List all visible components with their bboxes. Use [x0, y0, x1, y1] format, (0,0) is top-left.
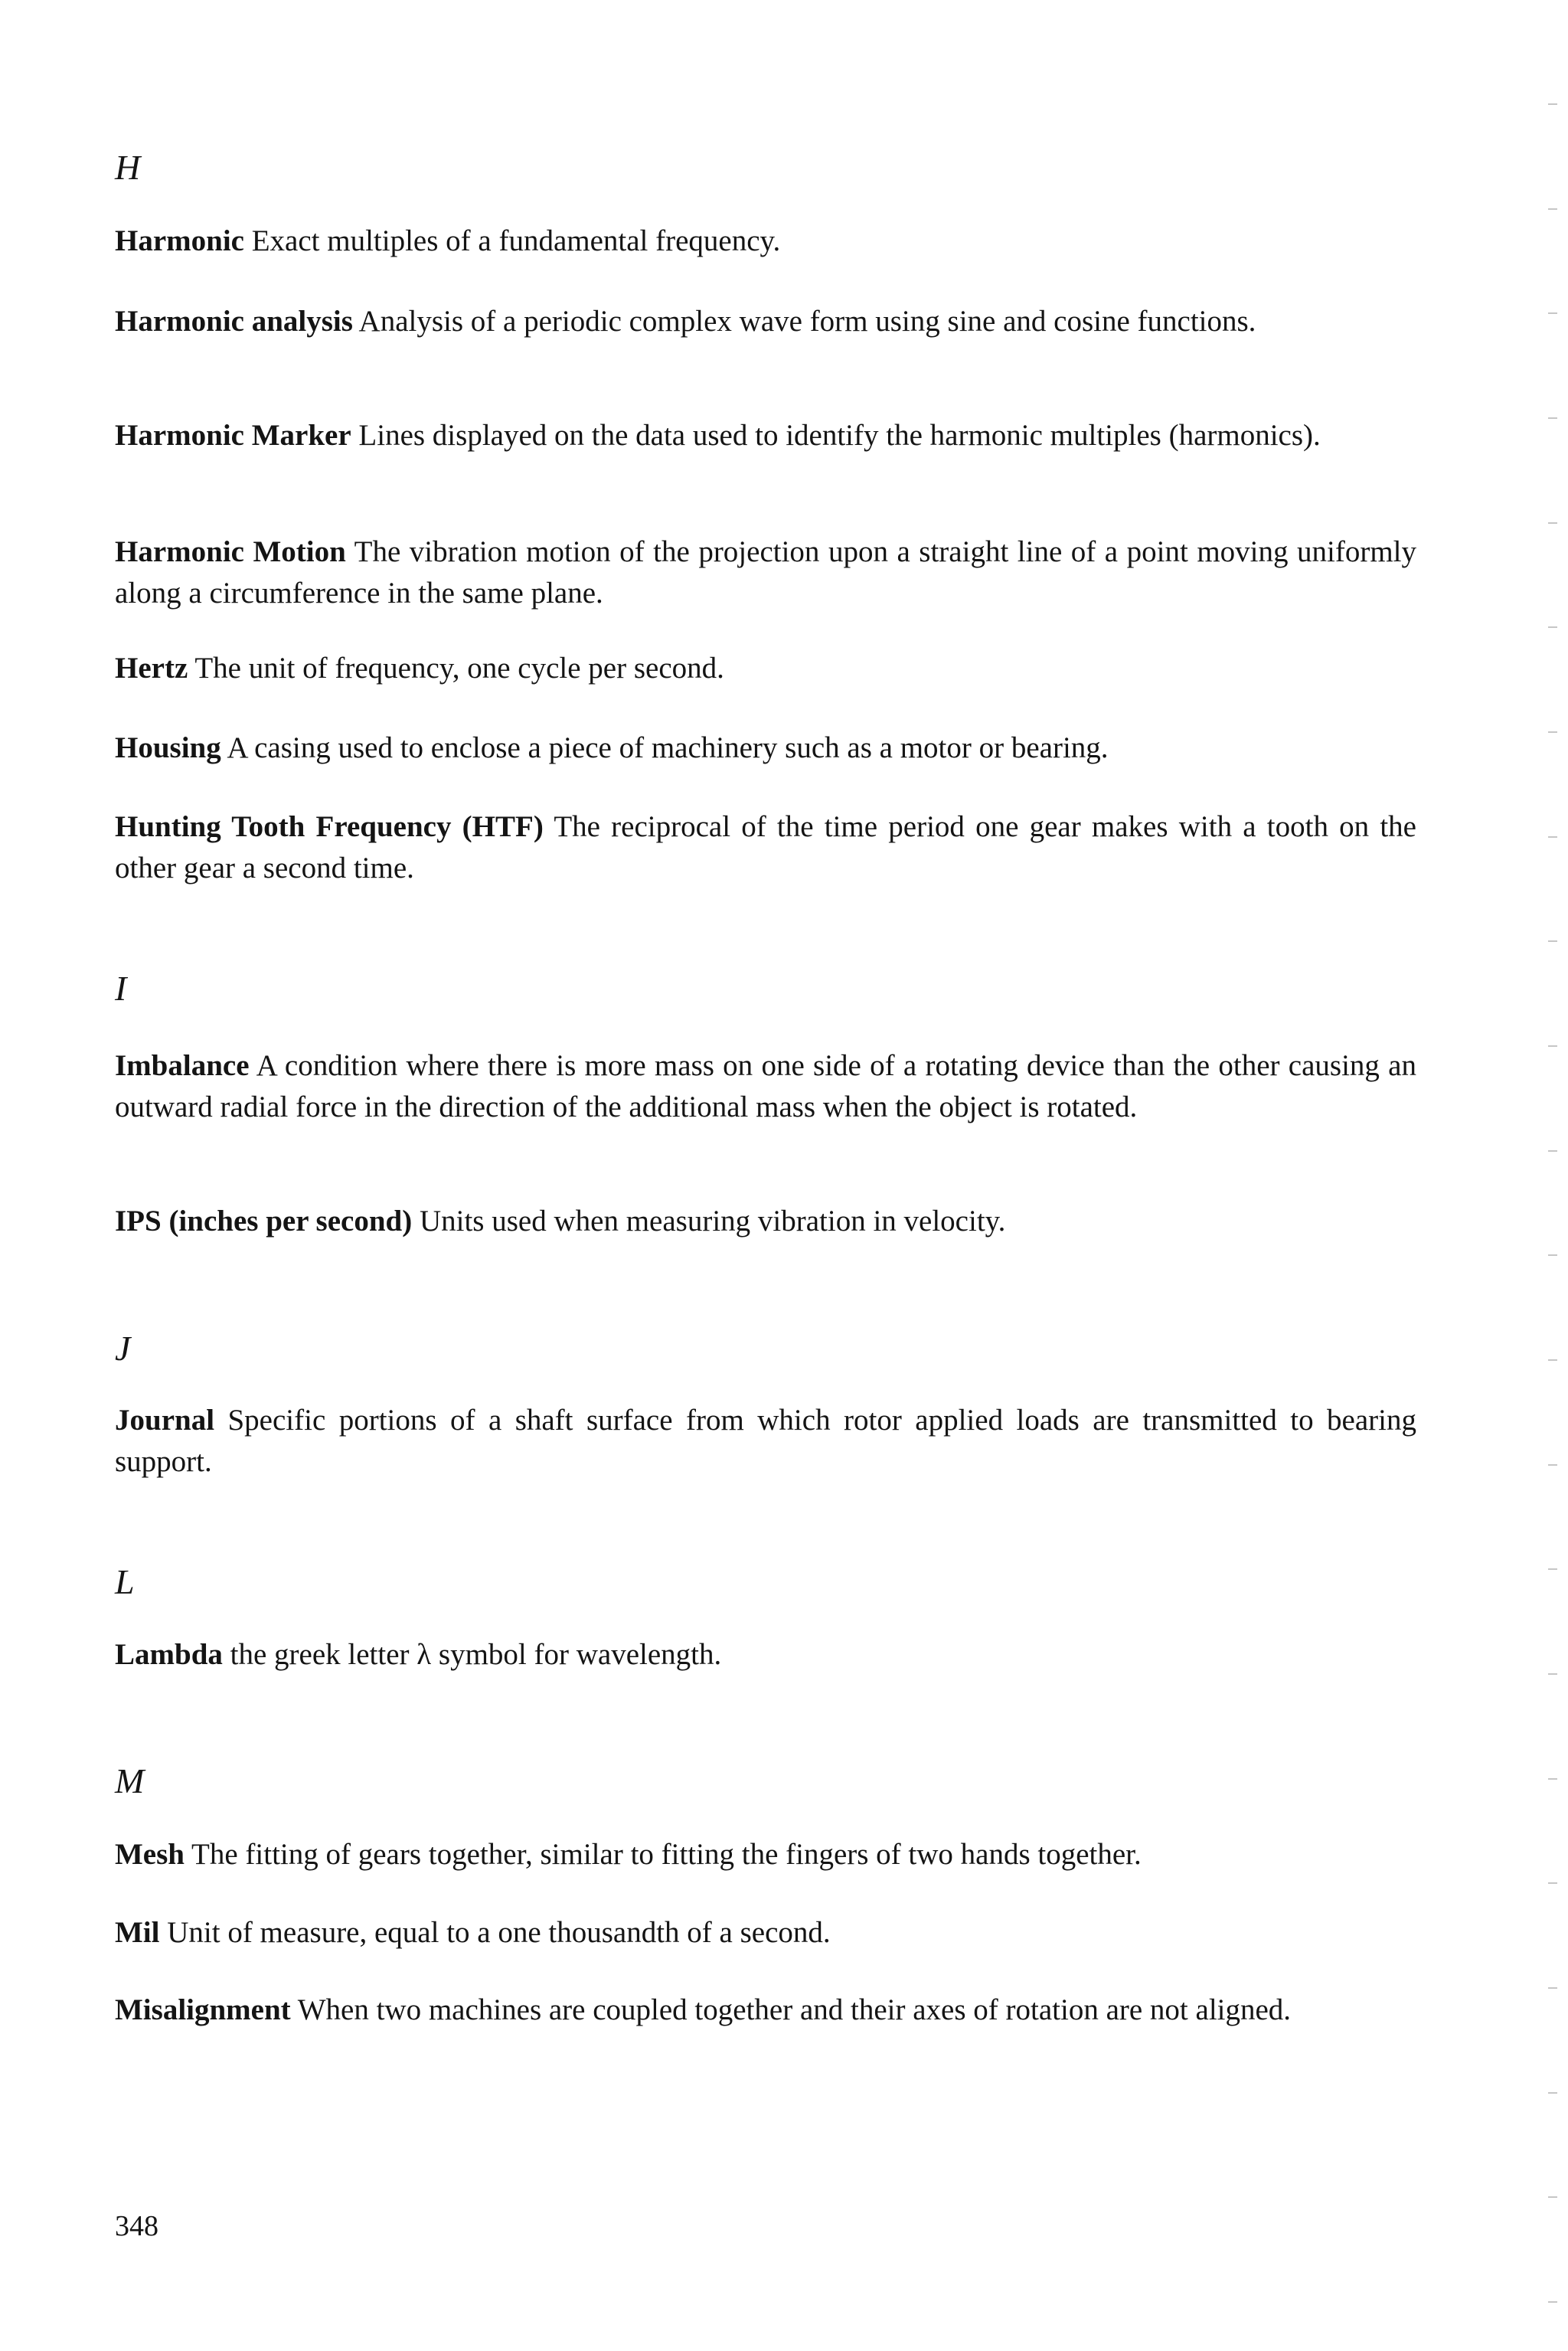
- entry-definition: Unit of measure, equal to a one thousandth of a second.: [167, 1916, 831, 1949]
- entry-term: Hertz: [115, 652, 188, 685]
- page-number: 348: [115, 2210, 158, 2242]
- section-letter-j: J: [115, 1329, 131, 1368]
- glossary-entry-misalignment: [115, 1990, 1416, 2031]
- glossary-entry-harmonic: [115, 221, 1416, 262]
- glossary-entry-housing: [115, 728, 1416, 769]
- entry-definition: A condition where there is more mass on one side of a rotating device than the other causing an outward radial force in the direction of the additional mass when the object is rotated.: [115, 1049, 1416, 1123]
- section-letter-l: L: [115, 1562, 135, 1601]
- glossary-entry-harmonic-motion: [115, 531, 1416, 614]
- scan-tick: [1548, 940, 1557, 942]
- scan-tick: [1548, 1882, 1557, 1884]
- entry-term: Mil: [115, 1916, 160, 1949]
- glossary-entry-mil: [115, 1912, 1416, 1954]
- scan-tick: [1548, 1359, 1557, 1361]
- entry-definition: Lines displayed on the data used to identify the harmonic multiples (harmonics).: [358, 419, 1321, 452]
- glossary-entry-journal: [115, 1400, 1416, 1483]
- entry-definition: Exact multiples of a fundamental frequency.: [251, 224, 781, 257]
- glossary-entry-harmonic-marker: [115, 415, 1416, 456]
- scan-tick: [1548, 731, 1557, 733]
- section-letter-i: I: [115, 969, 127, 1008]
- scan-tick: [1548, 2301, 1557, 2303]
- scan-tick: [1548, 1150, 1557, 1152]
- scan-tick: [1548, 1673, 1557, 1675]
- entry-definition: The reciprocal of the time period one gear makes with a tooth on the other gear a second time.: [115, 810, 1416, 884]
- entry-term: Harmonic Motion: [115, 535, 346, 568]
- scan-tick: [1548, 1778, 1557, 1780]
- glossary-entry-lambda: [115, 1634, 1416, 1676]
- scan-tick: [1548, 1568, 1557, 1570]
- scan-tick: [1548, 1464, 1557, 1466]
- entry-term: Imbalance: [115, 1049, 250, 1082]
- glossary-entry-mesh: [115, 1834, 1416, 1875]
- scan-tick: [1548, 522, 1557, 524]
- entry-definition: the greek letter λ symbol for wavelength.: [230, 1638, 722, 1671]
- entry-term: IPS (inches per second): [115, 1205, 413, 1238]
- glossary-entry-harmonic-analysis: [115, 301, 1416, 342]
- scan-tick: [1548, 2092, 1557, 2094]
- entry-term: Lambda: [115, 1638, 223, 1671]
- scan-tick: [1548, 1045, 1557, 1047]
- entry-term: Hunting Tooth Frequency (HTF): [115, 810, 544, 843]
- scan-tick: [1548, 836, 1557, 838]
- scan-tick: [1548, 103, 1557, 105]
- entry-definition: The fitting of gears together, similar to fitting the fingers of two hands together.: [191, 1838, 1142, 1871]
- entry-definition: Analysis of a periodic complex wave form using sine and cosine functions.: [358, 305, 1256, 338]
- glossary-entry-hunting-tooth-frequency: [115, 806, 1416, 889]
- entry-term: Housing: [115, 731, 221, 764]
- entry-term: Harmonic analysis: [115, 305, 353, 338]
- scan-tick: [1548, 1987, 1557, 1989]
- scan-tick: [1548, 626, 1557, 628]
- scan-tick: [1548, 2196, 1557, 2198]
- entry-term: Harmonic: [115, 224, 244, 257]
- entry-definition: Units used when measuring vibration in velocity.: [419, 1205, 1006, 1238]
- entry-term: Harmonic Marker: [115, 419, 351, 452]
- glossary-entry-hertz: [115, 648, 1416, 689]
- scan-tick: [1548, 417, 1557, 419]
- entry-term: Journal: [115, 1404, 215, 1437]
- scan-tick: [1548, 312, 1557, 314]
- entry-definition: The vibration motion of the projection upon a straight line of a point moving uniformly along a circumference in the same plane.: [115, 535, 1416, 610]
- scan-tick: [1548, 1254, 1557, 1256]
- glossary-entry-imbalance: [115, 1045, 1416, 1128]
- section-letter-m: M: [115, 1761, 145, 1800]
- scan-tick: [1548, 208, 1557, 210]
- entry-definition: A casing used to enclose a piece of machinery such as a motor or bearing.: [227, 731, 1109, 764]
- entry-term: Mesh: [115, 1838, 185, 1871]
- entry-definition: When two machines are coupled together and their axes of rotation are not aligned.: [297, 1993, 1292, 2026]
- entry-definition: Specific portions of a shaft surface from which rotor applied loads are transmitted to bearing support.: [115, 1404, 1416, 1478]
- entry-definition: The unit of frequency, one cycle per second.: [194, 652, 724, 685]
- section-letter-h: H: [115, 148, 141, 187]
- entry-term: Misalignment: [115, 1993, 291, 2026]
- glossary-entry-ips: [115, 1201, 1416, 1242]
